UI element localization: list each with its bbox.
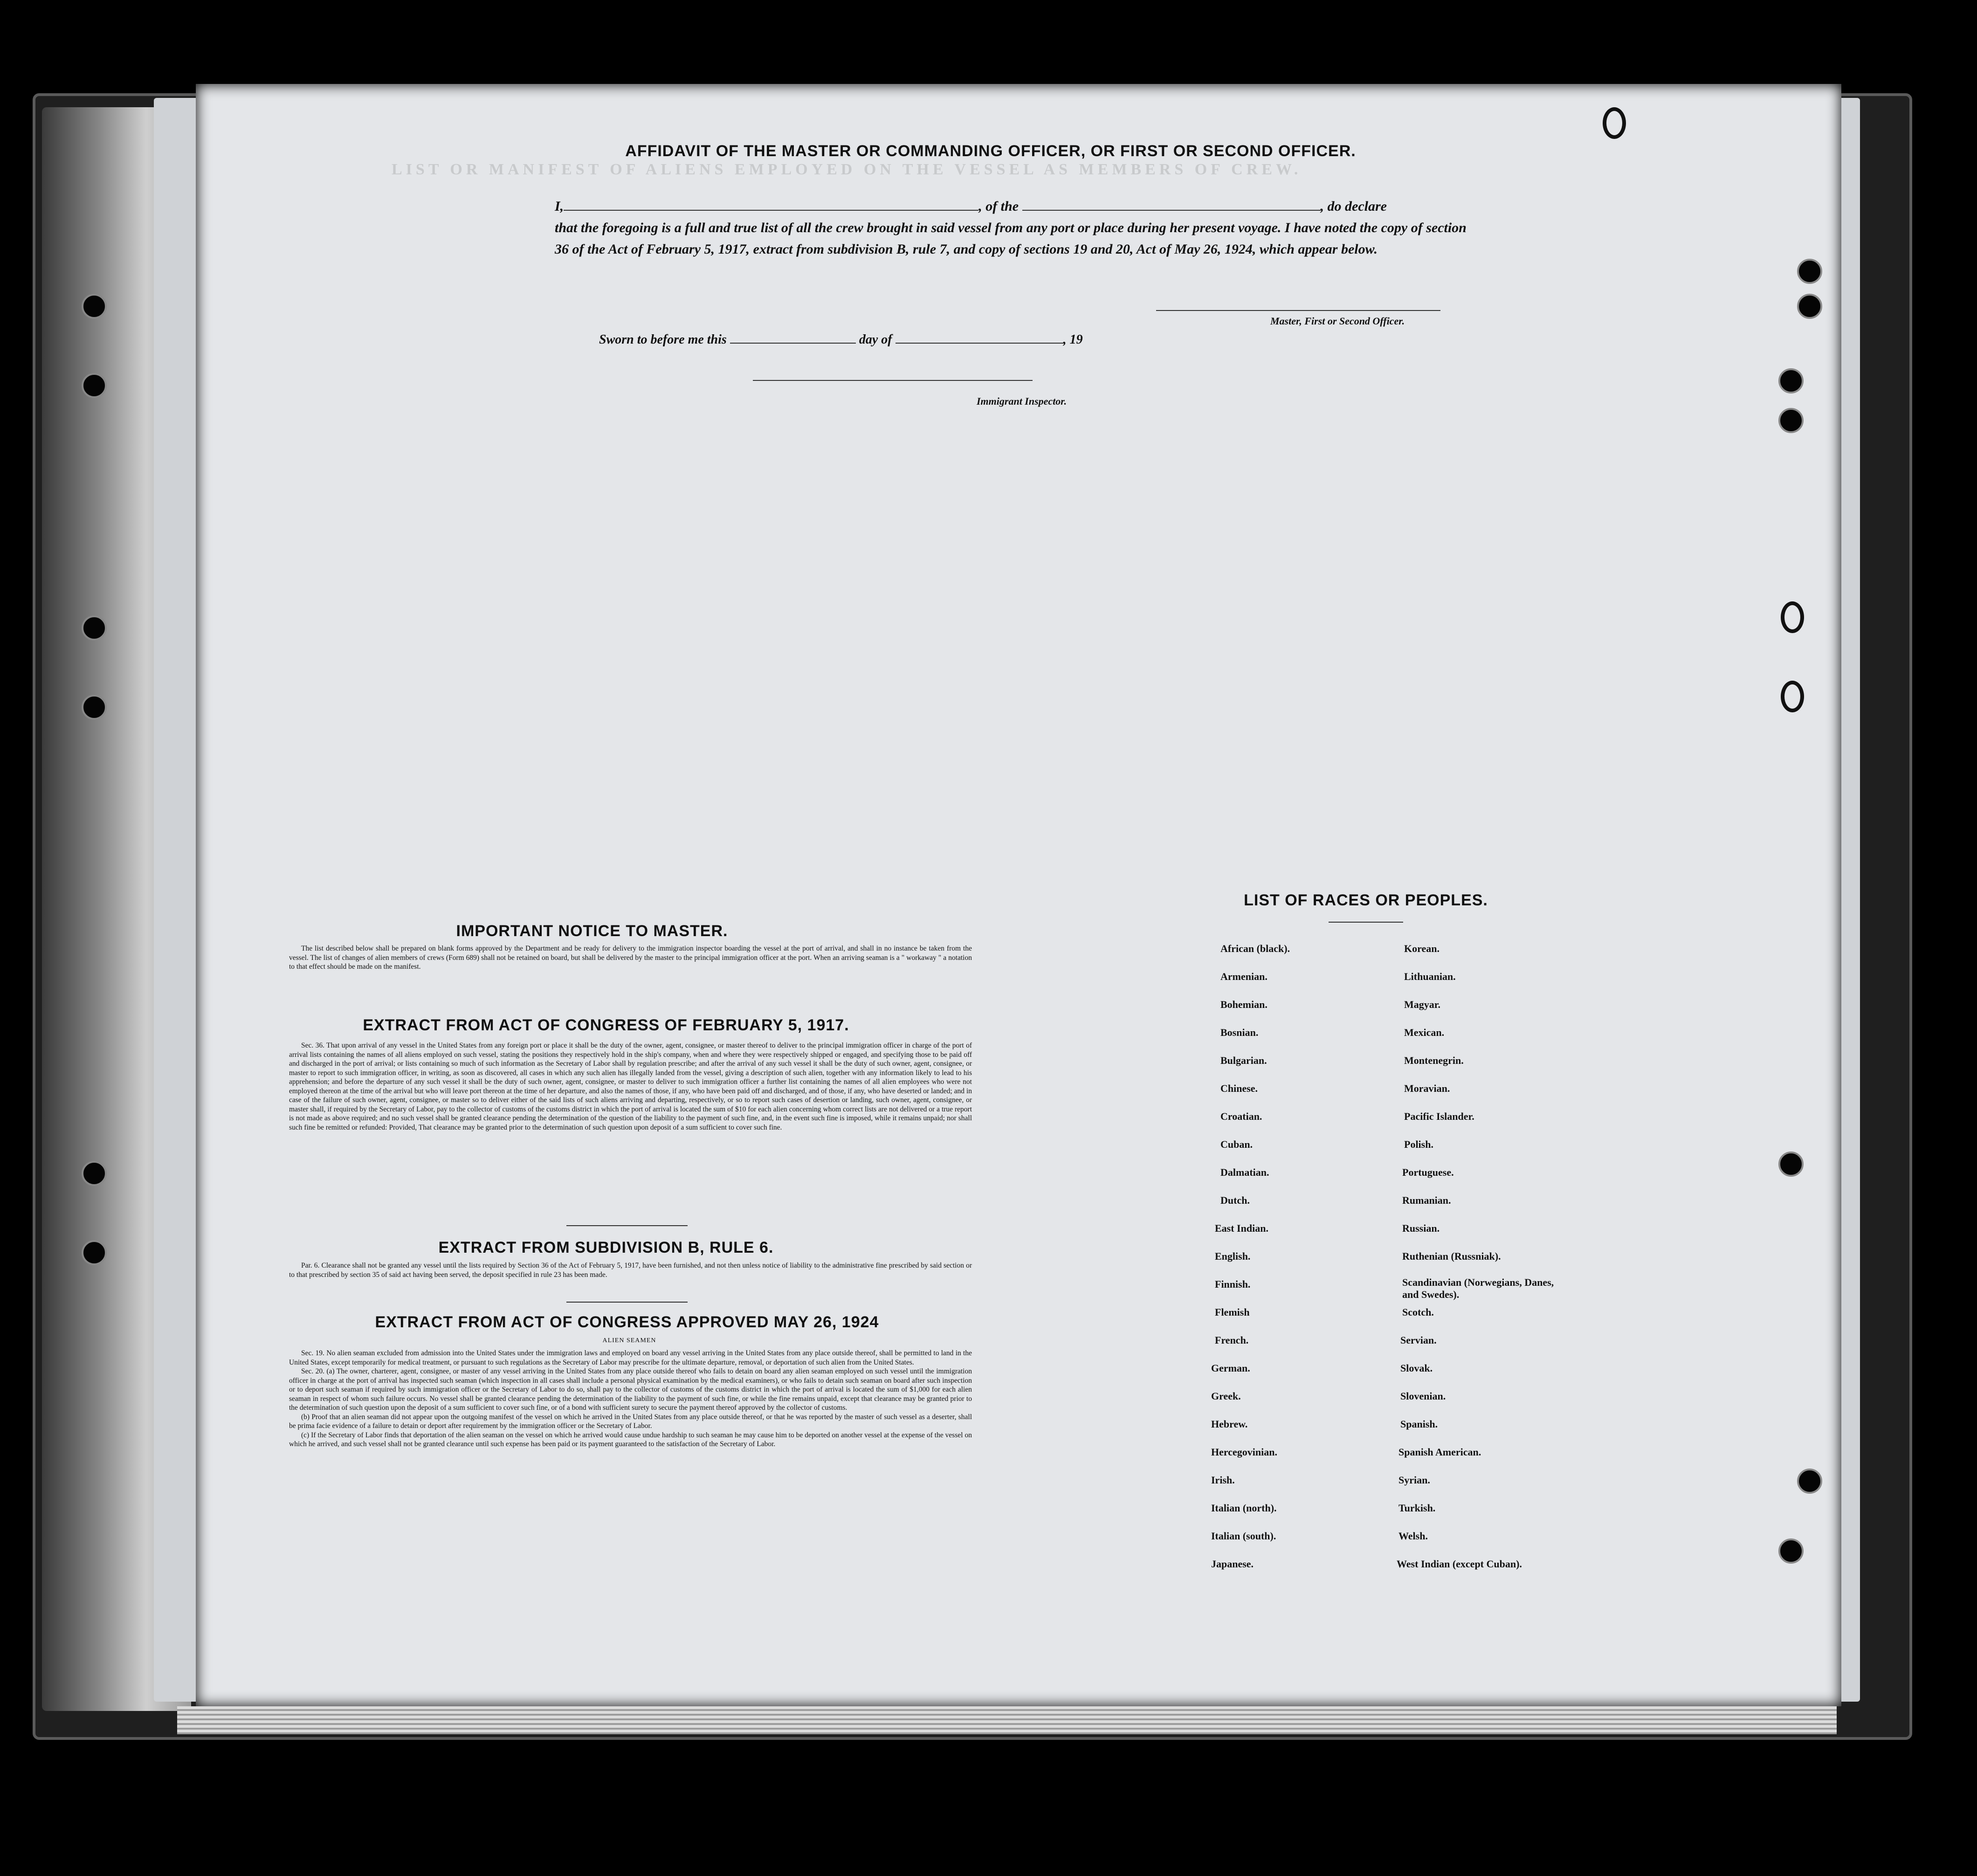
notice-text: The list described below shall be prepared on blank forms approved by the Department and be ready for delivery to the immigration inspector boarding the vessel at the port of arrival, and shall in no instance be taken from the vessel. The list of changes of alien members of crews (Form 689) shall not be retained on board, but shall be delivered by the master to the principal immigration officer at the port. When an arriving seaman is a " workaway " a notation to that effect should be made on the manifest. bbox=[289, 945, 972, 971]
race-left-item: East Indian. bbox=[1215, 1222, 1268, 1234]
race-right-item: Korean. bbox=[1404, 943, 1440, 954]
race-left-item: Bohemian. bbox=[1220, 999, 1267, 1010]
rule6-text: Par. 6. Clearance shall not be granted any vessel until the lists required by Section 36 of the Act of February 5, 1917, have been furnished, and not then unless notice of liability to the administrative fine prescribed by said section or to that prescribed by section 35 of said act having been served, the deposit specified in rule 23 has been made. bbox=[289, 1262, 972, 1279]
race-left-item: Croatian. bbox=[1220, 1110, 1262, 1122]
race-left-item: Greek. bbox=[1211, 1390, 1241, 1402]
punch-hole bbox=[1778, 408, 1804, 433]
punch-hole bbox=[1778, 368, 1804, 393]
sworn-date-field[interactable] bbox=[730, 343, 856, 344]
race-right-item: Spanish. bbox=[1400, 1418, 1438, 1430]
race-right-item: Magyar. bbox=[1404, 999, 1441, 1010]
inspector-signature-line[interactable] bbox=[753, 380, 1033, 381]
race-right-item: Moravian. bbox=[1404, 1083, 1450, 1094]
rule6-title: EXTRACT FROM SUBDIVISION B, RULE 6. bbox=[438, 1239, 774, 1256]
officer-name-field[interactable] bbox=[564, 210, 978, 211]
race-left-item: Flemish bbox=[1215, 1306, 1250, 1318]
race-right-item: Scandinavian (Norwegians, Danes, and Swedes). bbox=[1402, 1276, 1554, 1300]
race-right-item: Spanish American. bbox=[1398, 1446, 1481, 1458]
day-of-label: day of bbox=[859, 332, 892, 347]
race-left-item: Dalmatian. bbox=[1220, 1166, 1269, 1178]
race-right-item: Portuguese. bbox=[1402, 1166, 1454, 1178]
race-right-item: Montenegrin. bbox=[1404, 1055, 1464, 1066]
race-right-item: Polish. bbox=[1404, 1138, 1433, 1150]
sec20b-text: (b) Proof that an alien seaman did not appear upon the outgoing manifest of the vessel on which he arrived in the United States from any place outside thereof, or that he was reported by the master of such vessel as a deserter, shall be prima facie evidence of a failure to detain or deport after requirement by the immigration officer or the Secretary of Labor. bbox=[289, 1413, 972, 1430]
race-right-item: Mexican. bbox=[1404, 1027, 1445, 1038]
extract-1924-title: EXTRACT FROM ACT OF CONGRESS APPROVED MAY 26, 1924 bbox=[375, 1313, 879, 1331]
affidavit-block bbox=[555, 196, 1468, 260]
extract-1917-text: Sec. 36. That upon arrival of any vessel in the United States from any foreign port or place it shall be the duty of the owner, agent, consignee, or master thereof to deliver to the principal immigration officer in charge of the port of arrival lists containing the names of all aliens employed on such vessel, stating the positions they respectively hold in the ship's company, when and where they were respectively shipped or engaged, and specifying those to be paid off and discharged in the port of arrival; or lists containing so much of such information as the Secretary of Labor shall by regulation prescribe; and after the arrival of any such vessel it shall be the duty of such owner, agent, consignee, or master to report to such immigration officer, in writing, as soon as discovered, all cases in which any such alien has illegally landed from the vessel, giving a description of such alien, together with any information likely to lead to his apprehension; and before the departure of any such vessel it shall be the duty of such owner, agent, consignee, or master to deliver to such immigration officer a further list containing the names of all alien employees who were not employed thereon at the time of the arrival but who will leave port thereon at the time of her departure, and also the names of those, if any, who have been paid off and discharged, and of those, if any, who have deserted or landed; and in case of the failure of such owner, agent, consignee, or master so to deliver either of the said lists of such aliens arriving and departing, respectively, or so to report such cases of desertion or landing, such owner, agent, consignee, or master shall, if required by the Secretary of Labor, pay to the collector of customs of the customs district in which the port of arrival is located the sum of $10 for each alien concerning whom correct lists are not delivered or a true report is not made as above required; and no such vessel shall be granted clearance pending the determination of the question of the liability to the payment of such fine, and, in the event such fine is imposed, while it remains unpaid; nor shall such fine be remitted or refunded: Provided, That clearance may be granted prior to the determination of such question upon deposit of a sum sufficient to cover such fine. bbox=[289, 1041, 972, 1131]
sworn-label: Sworn to before me this bbox=[599, 332, 727, 347]
race-right-item: Syrian. bbox=[1398, 1474, 1430, 1486]
signature-label: Master, First or Second Officer. bbox=[1270, 315, 1405, 327]
race-left-item: Irish. bbox=[1211, 1474, 1235, 1486]
binder-ring bbox=[1781, 681, 1804, 712]
race-left-item: Armenian. bbox=[1220, 971, 1267, 982]
race-left-item: African (black). bbox=[1220, 943, 1290, 954]
punch-hole bbox=[82, 695, 107, 720]
race-right-item: Turkish. bbox=[1398, 1502, 1436, 1514]
sec19-text: Sec. 19. No alien seaman excluded from admission into the United States under the immigration laws and employed on board any vessel arriving in the United States from any place outside thereof, shall be permitted to land in the United States, except temporarily for medical treatment, or pursuant to such regulations as the Secretary of Labor may prescribe for the ultimate departure, removal, or deportation of such alien from the United States. bbox=[289, 1349, 972, 1366]
race-left-item: Italian (south). bbox=[1211, 1530, 1276, 1542]
race-right-item: Slovak. bbox=[1400, 1362, 1433, 1374]
race-right-item: Pacific Islander. bbox=[1404, 1110, 1474, 1122]
punch-hole bbox=[82, 615, 107, 641]
extract-1917-title: EXTRACT FROM ACT OF CONGRESS OF FEBRUARY 5, 1917. bbox=[363, 1016, 849, 1034]
race-left-item: Finnish. bbox=[1215, 1278, 1251, 1290]
vessel-name-field[interactable] bbox=[1022, 210, 1321, 211]
race-right-item: Welsh. bbox=[1398, 1530, 1428, 1542]
sec20c-text: (c) If the Secretary of Labor finds that deportation of the alien seaman on the vessel on which he arrived would cause undue hardship to such seaman he may cause him to be deported on another vessel at the expense of the vessel on which he arrived, and such vessel shall not be granted clearance until such expense has been paid or its payment guaranteed to the satisfaction of the Secretary of Labor. bbox=[289, 1431, 972, 1448]
race-left-item: English. bbox=[1215, 1250, 1251, 1262]
race-left-item: Hebrew. bbox=[1211, 1418, 1248, 1430]
race-left-item: Hercegovinian. bbox=[1211, 1446, 1277, 1458]
punch-hole bbox=[1797, 1469, 1822, 1494]
officer-signature-line[interactable] bbox=[1156, 310, 1440, 311]
punch-hole bbox=[82, 1161, 107, 1186]
affidavit-title: AFFIDAVIT OF THE MASTER OR COMMANDING OFFICER, OR FIRST OR SECOND OFFICER. bbox=[625, 142, 1356, 160]
extract-1924-text bbox=[289, 1349, 972, 1449]
race-left-item: Italian (north). bbox=[1211, 1502, 1277, 1514]
race-left-item: Dutch. bbox=[1220, 1194, 1250, 1206]
race-right-item: Rumanian. bbox=[1402, 1194, 1451, 1206]
manifest-sheet bbox=[196, 84, 1841, 1706]
affidavit-i-label: I, bbox=[555, 199, 564, 214]
divider bbox=[1329, 922, 1403, 923]
race-right-item: Russian. bbox=[1402, 1222, 1440, 1234]
sec20a-text: Sec. 20. (a) The owner, charterer, agent, consignee, or master of any vessel arriving in the United States from any place outside thereof who fails to detain on board any alien seaman employed on such vessel until the immigration officer in charge at the port of arrival has inspected such seaman (which inspection in all cases shall include a personal physical examination by the medical examiners), or who fails to detain such seaman on board after such inspection or to deport such seaman if required by such immigration officer or the Secretary of Labor to do so, shall pay to the collector of customs of the customs district in which the port of arrival is located the sum of $1,000 for each alien seaman in respect of whom such failure occurs. No vessel shall be granted clearance pending the determination of the liability to the payment of such fine, or while the fine remains unpaid, except that clearance may be granted prior to the determination of such question upon the deposit of a sum sufficient to cover such fine, or of a bond with sufficient surety to secure the payment thereof approved by the collector of customs. bbox=[289, 1367, 972, 1412]
notice-title: IMPORTANT NOTICE TO MASTER. bbox=[456, 922, 728, 940]
race-right-item: Lithuanian. bbox=[1404, 971, 1456, 982]
race-left-item: Bulgarian. bbox=[1220, 1055, 1267, 1066]
race-left-item: Bosnian. bbox=[1220, 1027, 1259, 1038]
race-left-item: Cuban. bbox=[1220, 1138, 1253, 1150]
alien-seamen-subtitle: ALIEN SEAMEN bbox=[602, 1337, 656, 1344]
race-left-item: German. bbox=[1211, 1362, 1250, 1374]
inspector-label: Immigrant Inspector. bbox=[977, 395, 1067, 407]
punch-hole bbox=[82, 294, 107, 319]
binder-ring bbox=[1603, 107, 1626, 139]
punch-hole bbox=[1797, 294, 1822, 319]
race-left-item: Chinese. bbox=[1220, 1083, 1258, 1094]
race-right-item: Scotch. bbox=[1402, 1306, 1434, 1318]
race-left-item: French. bbox=[1215, 1334, 1249, 1346]
sworn-month-field[interactable] bbox=[896, 343, 1063, 344]
race-left-item: Japanese. bbox=[1211, 1558, 1254, 1570]
race-right-item: Slovenian. bbox=[1400, 1390, 1446, 1402]
affidavit-body: that the foregoing is a full and true list of all the crew brought in said vessel from any port or place during her present voyage. I have noted the copy of section 36 of the Act of February 5, 1917, extract from subdivision B, rule 7, and copy of sections 19 and 20, Act of May 26, 1924, which appear below. bbox=[555, 220, 1467, 257]
divider bbox=[566, 1225, 688, 1226]
affidavit-of-the-label: , of the bbox=[978, 199, 1019, 214]
races-title: LIST OF RACES OR PEOPLES. bbox=[1244, 891, 1488, 909]
show-through-text: LIST OR MANIFEST OF ALIENS EMPLOYED ON THE VESSEL AS MEMBERS OF CREW. bbox=[392, 161, 1302, 178]
sworn-line bbox=[599, 332, 1083, 347]
punch-hole bbox=[82, 1240, 107, 1265]
page-stack-edge bbox=[177, 1706, 1837, 1734]
punch-hole bbox=[1797, 259, 1822, 284]
punch-hole bbox=[82, 373, 107, 398]
affidavit-declare-label: , do declare bbox=[1320, 199, 1387, 214]
binder-ring bbox=[1781, 601, 1804, 633]
divider bbox=[566, 1302, 688, 1303]
race-right-item: West Indian (except Cuban). bbox=[1397, 1558, 1522, 1570]
race-right-item: Ruthenian (Russniak). bbox=[1402, 1250, 1501, 1262]
race-right-item: Servian. bbox=[1400, 1334, 1437, 1346]
punch-hole bbox=[1778, 1152, 1804, 1177]
year-label: , 19 bbox=[1063, 332, 1083, 347]
punch-hole bbox=[1778, 1538, 1804, 1564]
